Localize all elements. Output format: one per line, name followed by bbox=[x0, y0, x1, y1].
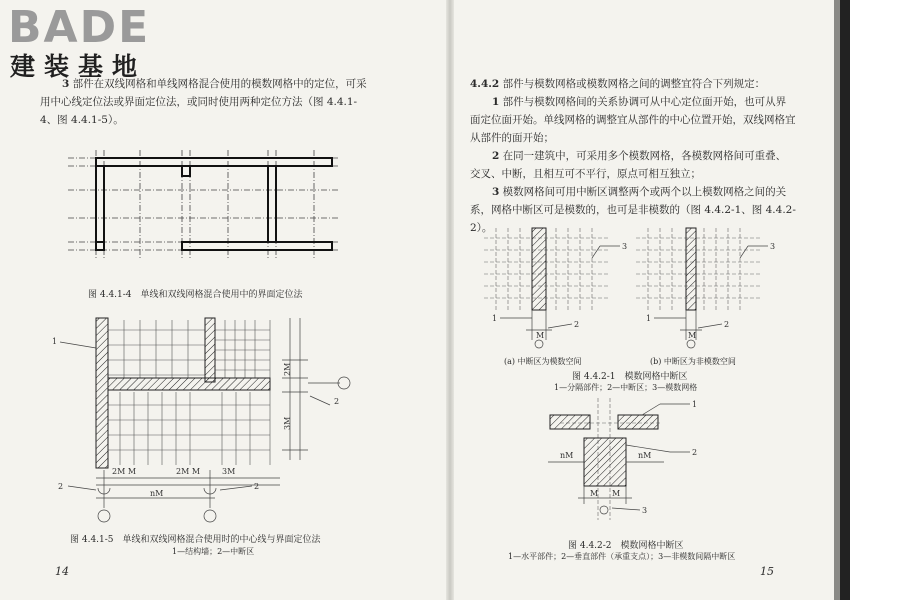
item-3-text: 模数网格间可用中断区调整两个或两个以上模数网格之间的关系，网格中断区可是模数的，也可是非模数的（图 4.4.2-1、图 4.4.2-2）。 bbox=[470, 186, 796, 234]
figure-4-4-2-1-legend: 1—分隔部件；2—中断区；3—模数网格 bbox=[554, 383, 698, 392]
fig3a-label-m: M bbox=[536, 331, 545, 340]
item-2-number: 2 bbox=[492, 150, 500, 162]
fig4-label-2: 2 bbox=[692, 448, 698, 457]
figure-4-4-2-1-sub-a: (a) 中断区为模数空间 bbox=[504, 357, 582, 366]
logo-mark: BADE bbox=[8, 2, 151, 53]
fig4-label-3: 3 bbox=[642, 506, 648, 515]
figure-4-4-2-1-sub-b: (b) 中断区为非模数空间 bbox=[650, 357, 736, 366]
fig3a-label-1: 1 bbox=[492, 314, 498, 323]
fig3a-label-2: 2 bbox=[574, 320, 580, 329]
fig3b-label-3: 3 bbox=[770, 242, 776, 251]
fig2-dim-nm: nM bbox=[150, 489, 164, 498]
fig4-label-nm-left: nM bbox=[560, 451, 574, 460]
figure-4-4-2-2-caption: 图 4.4.2-2 模数网格中断区 bbox=[568, 541, 684, 551]
fig2-dim-bottom-1: 2M M bbox=[112, 467, 137, 476]
fig2-label-2-right: 2 bbox=[334, 397, 340, 406]
figure-4-4-1-4-caption: 图 4.4.1-4 单线和双线网格混合使用中的界面定位法 bbox=[88, 290, 303, 300]
figure-4-4-2-1-caption: 图 4.4.2-1 模数网格中断区 bbox=[572, 372, 688, 382]
fig3b-label-1: 1 bbox=[646, 314, 652, 323]
fig4-label-1: 1 bbox=[692, 400, 698, 409]
fig2-label-1: 1 bbox=[52, 337, 58, 346]
fig2-dim-3m-right: 3M bbox=[283, 416, 292, 430]
fig2-label-2-left: 2 bbox=[58, 482, 64, 491]
fig2-dim-2m-right: 2M bbox=[283, 362, 292, 376]
item-1-text: 部件与模数网格间的关系协调可从中心定位面开始，也可从界面定位面开始。单线网格的调整宜从部件的中心位置开始，双线网格宜从部件的面开始； bbox=[470, 96, 796, 144]
section-intro: 部件与模数网格或模数网格之间的调整宜符合下列规定： bbox=[502, 78, 766, 90]
fig2-label-2-bottom: 2 bbox=[254, 482, 260, 491]
para-text: 部件在双线网格和单线网格混合使用的模数网格中的定位，可采用中心线定位法或界面定位法，或同时使用两种定位方法（图 4.4.1-4、图 4.4.1-5）。 bbox=[40, 78, 367, 126]
fig2-dim-bottom-2: 2M M bbox=[176, 467, 201, 476]
fig3a-label-3: 3 bbox=[622, 242, 628, 251]
item-3-number: 3 bbox=[492, 186, 500, 198]
fig4-label-m-right: M bbox=[612, 489, 621, 498]
right-page-number: 15 bbox=[760, 565, 774, 578]
item-2-text: 在同一建筑中，可采用多个模数网格，各模数网格间可重叠、交叉、中断，且相互可不平行，原点可相互独立； bbox=[470, 150, 787, 180]
fig3b-label-2: 2 bbox=[724, 320, 730, 329]
fig2-dim-bottom-3: 3M bbox=[222, 467, 236, 476]
left-page-number: 14 bbox=[55, 565, 69, 578]
fig4-label-nm-right: nM bbox=[638, 451, 652, 460]
logo-subtitle: 建装基地 bbox=[10, 52, 147, 81]
section-number: 4.4.2 bbox=[470, 78, 500, 90]
fig3b-label-m: M bbox=[688, 331, 697, 340]
figure-4-4-1-5-caption: 图 4.4.1-5 单线和双线网格混合使用时的中心线与界面定位法 bbox=[70, 535, 321, 545]
figure-4-4-2-2-legend: 1—水平部件；2—垂直部件（承重支点）；3—非模数间隔中断区 bbox=[508, 552, 736, 561]
fig4-label-m-left: M bbox=[590, 489, 599, 498]
para-number: 3 bbox=[62, 78, 70, 90]
item-1-number: 1 bbox=[492, 96, 500, 108]
figure-4-4-1-5-legend: 1—结构墙；2—中断区 bbox=[172, 547, 255, 556]
